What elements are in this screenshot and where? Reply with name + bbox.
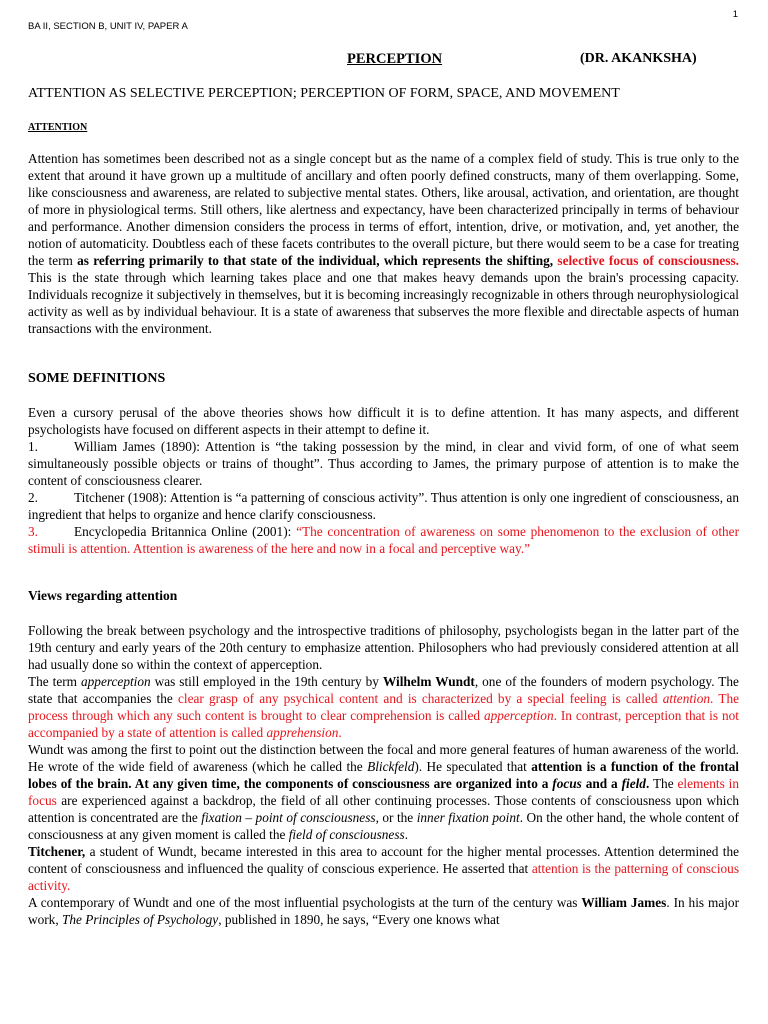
titchener-paragraph: Titchener, a student of Wundt, became interested in this area to account for the higher mental processes. Attention determined the content of consciousness and influenced the quality of conscious experience. He asserted that attention is the patterning of conscious activity. (28, 844, 740, 893)
definitions-heading: SOME DEFINITIONS (28, 371, 166, 386)
definition-item (28, 489, 739, 523)
views-heading: Views regarding attention (28, 588, 178, 603)
definitions-intro: Even a cursory perusal of the above theories shows how difficult it is to define attention. It has many aspects, and different psychologists have focused on different aspects in their attempt to define it. (28, 405, 739, 437)
attention-text-end: This is the state through which learning takes place and one that makes heavy demands upon the brain's processing capacity. Individuals recognize it subjectively in themselves, but it is becoming increasingly recognizable in others through neurophysiological activity as well as by individual behaviour. It is a state of awareness that subserves the more flexible and directable aspects of human transactions with the environment. (28, 270, 739, 336)
definition-item (28, 438, 739, 489)
attention-paragraph (28, 150, 739, 337)
definition-number: 2. (28, 490, 38, 505)
course-header: BA II, SECTION B, UNIT IV, PAPER A (28, 21, 188, 32)
page-number: 1 (732, 9, 738, 20)
definition-number: 1. (28, 439, 38, 454)
attention-text: Attention has sometimes been described not as a single concept but as the name of a complex field of study. This is true only to the extent that around it have grown up a multitude of ancillary and often poorly defined constructs, many of them overlapping. Some, like consciousness and awareness, are related to subjective mental states. Others, like arousal, activation, and orientation, are thought of more in physiological terms. Still others, like alertness and expectancy, have been characterized principally in terms of behaviour and performance. Another dimension considers the process in terms of effort, intention, drive, or motivation, and, yet another, the notion of automaticity. Doubtless each of these facets contributes to the overall picture, but there would seem to be a case for treating the term (28, 151, 739, 268)
definition-item (28, 523, 739, 557)
page-title: PERCEPTION (347, 51, 443, 67)
focus-field-paragraph: Wundt was among the first to point out the distinction between the focal and more general features of human awareness of the world. He wrote of the wide field of awareness (which he called the Blickfeld). He speculated that attention is a function of the frontal lobes of the brain. At any given time, the components of consciousness are organized into a focus and a field. The elements in focus are experienced against a backdrop, the field of all other continuing processes. Those contents of consciousness upon which attention is concentrated are the fixation – point of consciousness, or the inner fixation point. On the other hand, the whole content of consciousness at any given moment is called the field of consciousness. (28, 742, 739, 842)
views-paragraph: Following the break between psychology and the introspective traditions of philosophy, psychologists began in the latter part of the 19th century and early years of the 20th century to emphasize attention. Philosophers who had previously considered attention at all had usually done so within the context of apperception. (28, 623, 739, 672)
views-section (28, 622, 739, 928)
attention-highlight: selective focus of consciousness. (557, 253, 739, 268)
attention-heading: ATTENTION (28, 122, 88, 133)
wundt-paragraph: The term apperception was still employed in the 19th century by Wilhelm Wundt, one of the founders of modern psychology. The state that accompanies the clear grasp of any psychical content and is characterized by a special feeling is called attention. The process through which any such content is brought to clear comprehension is called apperception. In contrast, perception that is not accompanied by a state of attention is called apprehension. (28, 674, 739, 740)
definition-text: William James (1890): Attention is “the taking possession by the mind, in clear and vivid form, of one of what seem simultaneously possible objects or trains of thought”. Thus according to James, the primary purpose of attention is to make the content of consciousness clearer. (28, 439, 739, 488)
james-paragraph: A contemporary of Wundt and one of the most influential psychologists at the turn of the century was William James. In his major work, The Principles of Psychology, published in 1890, he says, “Every one knows what (28, 895, 740, 927)
author-name: (DR. AKANKSHA) (580, 51, 697, 66)
attention-bold-text: as referring primarily to that state of the individual, which represents the shifting, (77, 253, 558, 268)
definition-quote: “The concentration of awareness on some phenomenon to the exclusion of other stimuli is attention. Attention is awareness of the here and now in a focal and perceptive way.” (28, 524, 739, 556)
definition-text: Encyclopedia Britannica Online (2001): (74, 524, 297, 539)
document-subtitle: ATTENTION AS SELECTIVE PERCEPTION; PERCEPTION OF FORM, SPACE, AND MOVEMENT (28, 86, 620, 101)
definitions-section (28, 404, 739, 557)
definition-number: 3. (28, 524, 38, 539)
definition-text: Titchener (1908): Attention is “a patterning of conscious activity”. Thus attention is only one ingredient of consciousness, an ingredient that helps to organize and hence clarify consciousness. (28, 490, 739, 522)
